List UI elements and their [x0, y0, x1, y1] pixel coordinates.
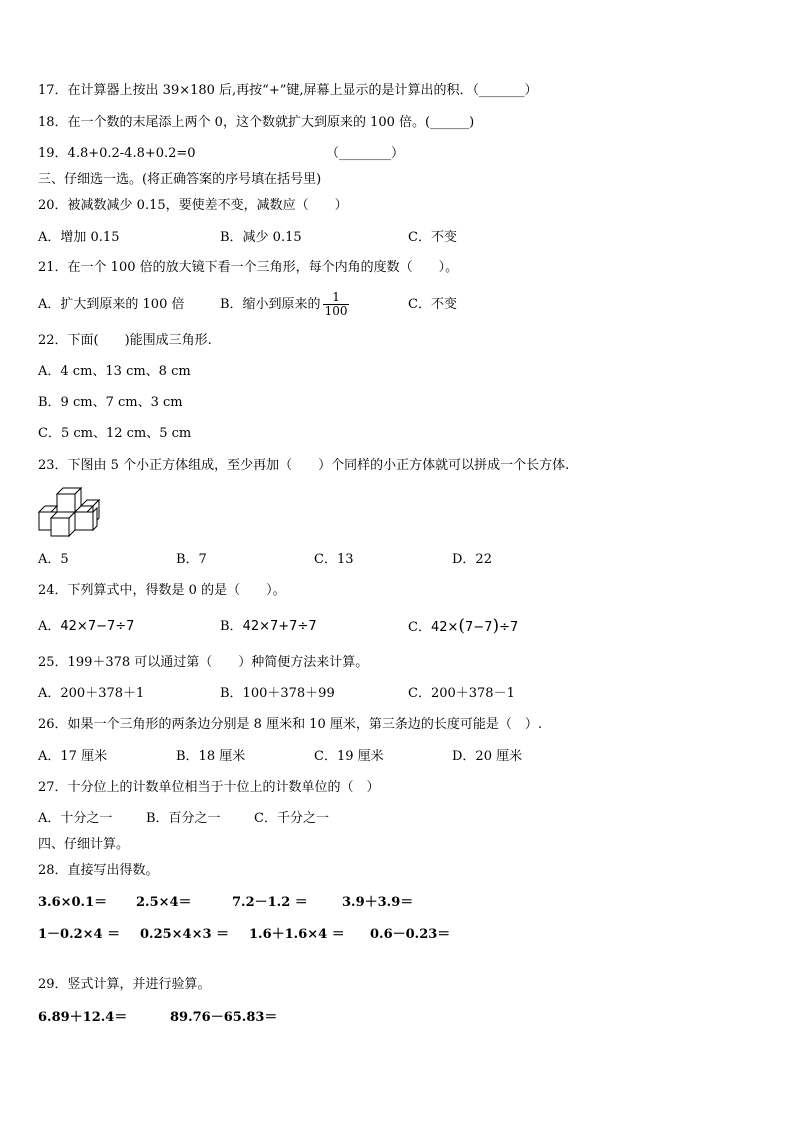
q25-option-c: C．200＋378－1	[408, 686, 515, 701]
q24-option-c-label: C．	[408, 620, 431, 635]
question-18: 18．在一个数的末尾添上两个 0，这个数就扩大到原来的 100 倍。(______)	[38, 115, 475, 130]
q28-calc-7: 1.6＋1.6×4 ＝	[249, 927, 345, 942]
section-3-heading: 三、仔细选一选。(将正确答案的序号填在括号里)	[38, 172, 322, 187]
question-28-stem: 28．直接写出得数。	[38, 863, 159, 878]
q26-option-d: D．20 厘米	[452, 749, 523, 764]
question-19: 19．4.8+0.2-4.8+0.2=0	[38, 146, 196, 161]
right-paren: )	[492, 616, 500, 636]
q29-calc-2: 89.76－65.83＝	[170, 1010, 278, 1025]
question-19-blank: （________）	[326, 146, 405, 161]
q23-option-d: D．22	[452, 552, 492, 567]
q26-option-b: B．18 厘米	[176, 749, 246, 764]
q20-option-c: C．不变	[408, 230, 457, 245]
question-21-stem: 21．在一个 100 倍的放大镜下看一个三角形，每个内角的度数（ ）。	[38, 260, 459, 275]
q24-option-c	[408, 617, 518, 637]
q27-option-b: B．百分之一	[146, 811, 221, 826]
q24-option-c-post: ÷7	[499, 620, 519, 635]
question-26-stem: 26．如果一个三角形的两条边分别是 8 厘米和 10 厘米，第三条边的长度可能是（ ）.	[38, 717, 543, 732]
question-17: 17．在计算器上按出 39×180 后,再按“+”键,屏幕上显示的是计算出的积．（_______）	[38, 83, 538, 98]
q28-calc-5: 1－0.2×4 ＝	[38, 927, 121, 942]
question-23-stem: 23．下图由 5 个小正方体组成，至少再加（ ）个同样的小正方体就可以拼成一个长方体.	[38, 458, 570, 473]
question-24-stem: 24．下列算式中，得数是 0 的是（ ）。	[38, 583, 286, 598]
q24-option-a-label: A．	[38, 619, 61, 634]
q28-calc-1: 3.6×0.1＝	[38, 895, 108, 910]
q26-option-c: C．19 厘米	[314, 749, 384, 764]
q28-calc-3: 7.2－1.2 ＝	[232, 895, 308, 910]
q25-option-a: A．200＋378＋1	[38, 686, 145, 701]
q23-option-a: A．5	[38, 552, 69, 567]
q21-option-a: A．扩大到原来的 100 倍	[38, 297, 185, 312]
fraction-denominator: 100	[324, 304, 348, 318]
q26-option-a: A．17 厘米	[38, 749, 108, 764]
q24-option-c-inner: 7−7	[465, 620, 493, 635]
q25-option-b: B．100＋378＋99	[220, 686, 335, 701]
q28-calc-8: 0.6－0.23＝	[370, 927, 451, 942]
q24-option-b	[220, 618, 317, 636]
q23-option-b: B．7	[176, 552, 207, 567]
question-25-stem: 25．199＋378 可以通过第（ ）种简便方法来计算。	[38, 655, 369, 670]
q27-option-a: A．十分之一	[38, 811, 113, 826]
q28-calc-2: 2.5×4＝	[136, 895, 192, 910]
question-29-stem: 29．竖式计算，并进行验算。	[38, 977, 211, 992]
q22-option-b: B．9 cm、7 cm、3 cm	[38, 395, 183, 410]
q28-calc-6: 0.25×4×3 ＝	[140, 927, 230, 942]
q24-option-a-expr: 42×7−7÷7	[60, 619, 135, 634]
q23-option-c: C．13	[314, 552, 354, 567]
q24-option-b-label: B．	[220, 619, 243, 634]
q21-option-c: C．不变	[408, 297, 457, 312]
q24-option-a	[38, 618, 134, 636]
q21-option-b-label: B．缩小到原来的	[220, 297, 321, 312]
q29-calc-1: 6.89＋12.4＝	[38, 1010, 128, 1025]
question-22-stem: 22．下面( )能围成三角形.	[38, 333, 212, 348]
q27-option-c: C．千分之一	[254, 811, 329, 826]
five-cubes-figure	[37, 486, 101, 538]
question-20-stem: 20．被减数减少 0.15，要使差不变，减数应（ ）	[38, 198, 348, 213]
section-4-heading: 四、仔细计算。	[38, 837, 130, 852]
q24-option-c-pre: 42×	[430, 620, 459, 635]
left-paren: (	[458, 616, 466, 636]
fraction-one-hundredth	[323, 291, 350, 318]
q20-option-a: A．增加 0.15	[38, 230, 120, 245]
question-27-stem: 27．十分位上的计数单位相当于十位上的计数单位的（ ）	[38, 780, 380, 795]
q22-option-a: A．4 cm、13 cm、8 cm	[38, 364, 191, 379]
q22-option-c: C．5 cm、12 cm、5 cm	[38, 426, 192, 441]
q24-option-b-expr: 42×7+7÷7	[242, 619, 317, 634]
fraction-numerator: 1	[323, 291, 350, 305]
q21-option-b	[220, 286, 349, 324]
q28-calc-4: 3.9＋3.9＝	[342, 895, 414, 910]
q20-option-b: B．减少 0.15	[220, 230, 302, 245]
